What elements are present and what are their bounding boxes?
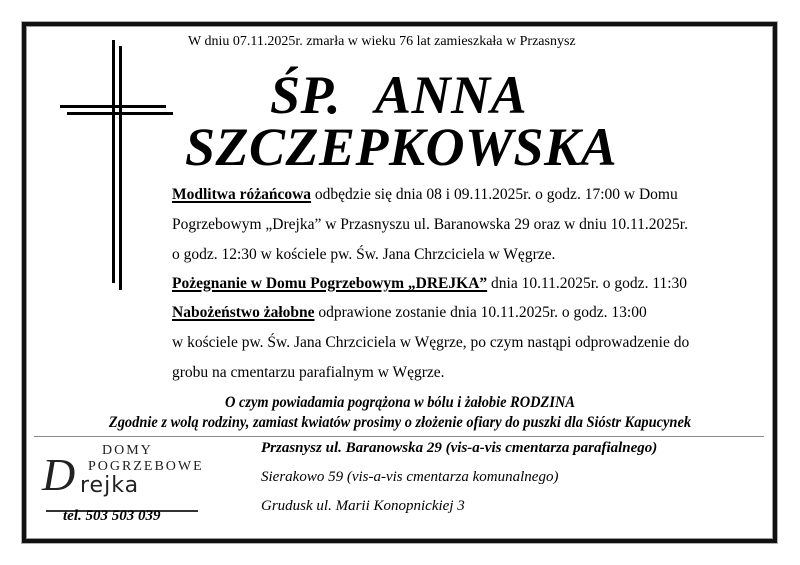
service-paragraph-line2: w kościele pw. Św. Jana Chrzciciela w Węgrze, po czym nastąpi odprowadzenie do <box>172 334 690 351</box>
service-paragraph-line3: grobu na cmentarzu parafialnym w Węgrze. <box>172 364 445 381</box>
rosary-paragraph-line2: Pogrzebowym „Drejka” w Przasnyszu ul. Baranowska 29 oraz w dniu 10.11.2025r. <box>172 216 688 233</box>
service-paragraph-line1: Nabożeństwo żałobne odprawione zostanie dnia 10.11.2025r. o godz. 13:00 <box>172 304 647 321</box>
rosary-label: Modlitwa różańcowa <box>172 186 312 203</box>
address-grudusk: Grudusk ul. Marii Konopnickiej 3 <box>261 498 465 514</box>
service-label: Nabożeństwo żałobne <box>172 304 315 321</box>
address-przasnysz: Przasnysz ul. Baranowska 29 (vis-a-vis cmentarza parafialnego) <box>261 440 658 456</box>
deceased-name-line2: SZCZEPKOWSKA <box>185 117 618 177</box>
death-notice-intro: W dniu 07.11.2025r. zmarła w wieku 76 lat zamieszkała w Przasnysz <box>188 34 576 49</box>
family-announcement: O czym powiadamia pogrążona w bólu i żałobie RODZINA <box>225 394 575 411</box>
deceased-name-line1: ŚP. ANNA <box>270 65 528 125</box>
rosary-paragraph-line3: o godz. 12:30 w kościele pw. Św. Jana Chrzciciela w Węgrze. <box>172 246 556 263</box>
phone-number: tel. 503 503 039 <box>63 508 161 524</box>
farewell-paragraph: Pożegnanie w Domu Pogrzebowym „DREJKA” dnia 10.11.2025r. o godz. 11:30 <box>172 275 688 292</box>
rosary-paragraph-line1: Modlitwa różańcowa odbędzie się dnia 08 i 09.11.2025r. o godz. 17:00 w Domu <box>172 186 678 203</box>
farewell-label: Pożegnanie w Domu Pogrzebowym „DREJKA” <box>172 275 488 292</box>
address-sierakowo: Sierakowo 59 (vis-a-vis cmentarza komunalnego) <box>261 469 559 485</box>
funeral-home-logo: DOMY POGRZEBOWE D rejka <box>40 443 210 533</box>
footer-divider <box>34 436 764 437</box>
donation-request: Zgodnie z wolą rodziny, zamiast kwiatów prosimy o złożenie ofiary do puszki dla Sióstr Kapucynek <box>108 414 692 431</box>
logo-initial: D <box>42 449 76 500</box>
logo-brand: rejka <box>80 473 140 498</box>
